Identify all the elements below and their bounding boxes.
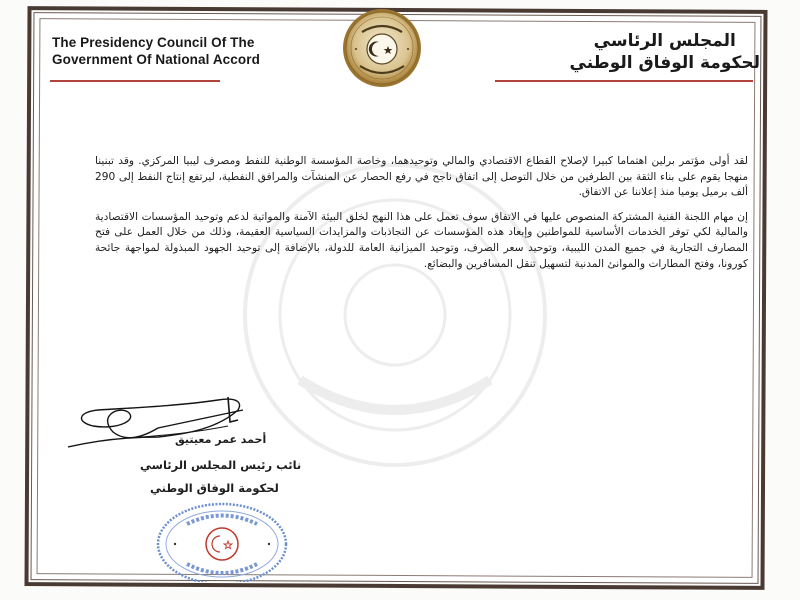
letterhead-english-line1: The Presidency Council Of The [52, 35, 255, 50]
signatory-name: أحمد عمر معيتيق [175, 433, 267, 446]
letterhead-rule-right [495, 80, 753, 82]
letterhead-arabic-line1: المجلس الرئاسي [593, 31, 736, 51]
document-border-frame [24, 6, 767, 590]
letterhead-arabic [570, 30, 760, 74]
document-page [31, 12, 762, 584]
inner-border-line [37, 18, 756, 578]
letter-body [95, 154, 748, 281]
letterhead-english [52, 34, 260, 68]
body-paragraph-2: إن مهام اللجنة الفنية المشتركة المنصوص عليها في الاتفاق سوف تعمل على هذا النهج لخلق البيئة الآمنة والمواتية لدعم وتوحيد المؤسسات الاقتصادية والمالية لكي توفر الخدمات الأساسية للمواطنين وإبعاد هذه المؤسسات عن التجاذبات والمزايدات السياسية العقيمة، وذلك من خلال العمل على فتح المصارف التجارية في جميع المدن الليبية، وتوحيد سعر الصرف، وتوحيد الميزانية العامة للدولة، بالإضافة إلى توحيد الجهود المبذولة لمواجهة جائحة كورونا، وفتح المطارات والموانئ المدنية لتسهيل تنقل المسافرين والبضائع. [95, 210, 748, 270]
body-paragraph-1: لقد أولى مؤتمر برلين اهتماما كبيرا لإصلاح القطاع الاقتصادي والمالي وتوحيدهما، وخاصة المؤسسة الوطنية للنفط ومصرف ليبيا المركزي. وقد تبنينا منهجا يقوم على بناء الثقة بين الطرفين من خلال التوصل إلى اتفاق ناجح في رفع الحصار عن المنشآت والمرافق النفطية، ليرتفع إنتاج النفط إلى 290 ألف برميل يوميا منذ إعلاننا عن الاتفاق. [95, 155, 748, 199]
signatory-title-line2: لحكومة الوفاق الوطني [150, 481, 279, 495]
letterhead-english-line2: Government Of National Accord [52, 52, 260, 67]
official-stamp-icon [152, 502, 292, 582]
letterhead-rule-left [50, 80, 220, 82]
letterhead-arabic-line2: لحكومة الوفاق الوطني [569, 53, 760, 73]
signatory-title-line1: نائب رئيس المجلس الرئاسي [140, 458, 302, 472]
gold-seal-emblem-icon [342, 8, 422, 88]
